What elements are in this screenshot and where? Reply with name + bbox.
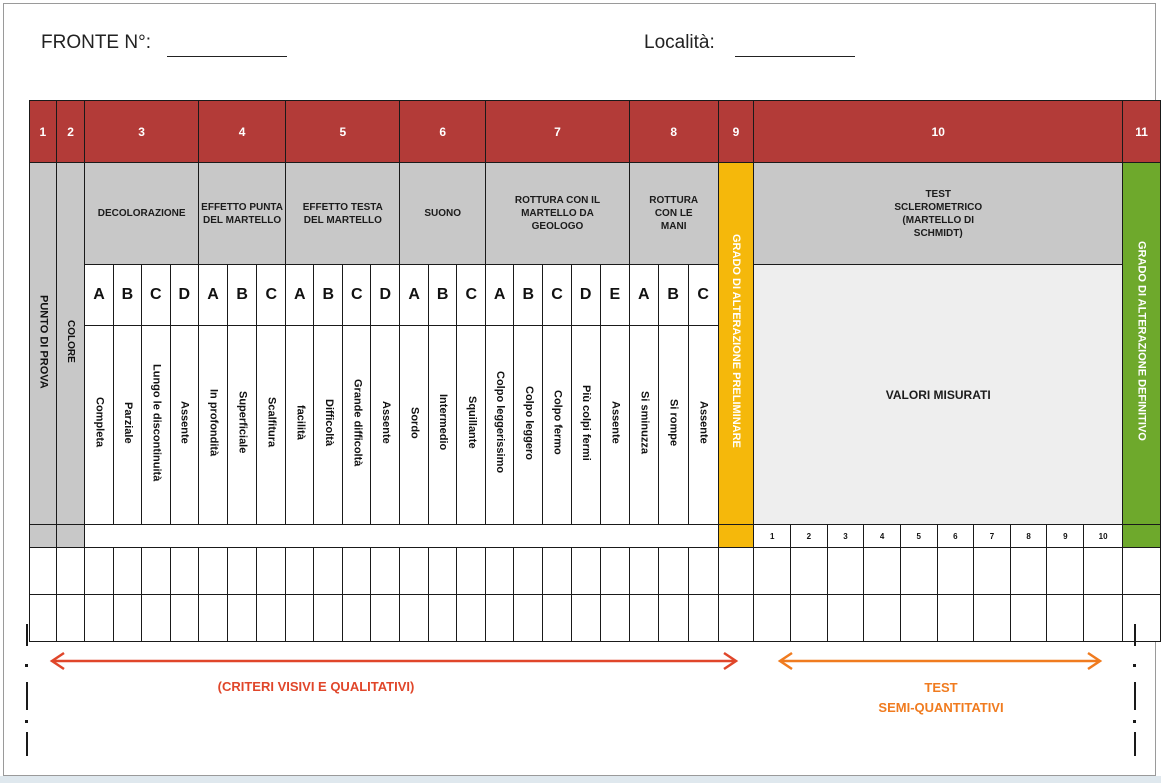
c7-letter-a: A [486,265,514,326]
c7-item-piu-colpi-fermi: Più colpi fermi [571,326,600,525]
reading-9: 9 [1047,525,1084,548]
alteration-form-table [29,100,1161,642]
reading-5: 5 [900,525,937,548]
c6-item-sordo: Sordo [400,326,429,525]
entry-cell[interactable] [571,548,600,595]
c5-letter-a: A [286,265,314,326]
entry-cell[interactable] [1010,548,1047,595]
c8-letter-c: C [688,265,718,326]
c4-item-scalfitura: Scalfitura [257,326,286,525]
c5-letter-d: D [371,265,400,326]
c7-item-colpo-leggero: Colpo leggero [514,326,543,525]
col2-number: 2 [56,101,85,163]
entry-cell[interactable] [457,548,486,595]
c4-letter-b: B [228,265,257,326]
entry-cell[interactable] [900,548,937,595]
legend-area [26,624,1136,756]
valori-misurati-label: VALORI MISURATI [754,265,1123,525]
rottura-martello-header: ROTTURA CON IL MARTELLO DA GEOLOGO [486,163,630,265]
col5-number: 5 [286,101,400,163]
localita-blank-field[interactable] [735,56,855,57]
window-bottom-edge [0,776,1161,783]
c11-filler [1123,525,1161,548]
entry-cell[interactable] [754,548,791,595]
entry-cell[interactable] [400,548,429,595]
qualitative-criteria-label: (CRITERI VISIVI E QUALITATIVI) [217,679,415,694]
entry-cell[interactable] [286,548,314,595]
c8-item-si-sminuzza: Si sminuzza [629,326,658,525]
entry-row-1 [30,548,1161,595]
c3-letter-c: C [142,265,170,326]
c1-filler [30,525,57,548]
c8-letter-b: B [658,265,688,326]
c7-letter-b: B [514,265,543,326]
c8-item-assente: Assente [688,326,718,525]
col9-number: 9 [718,101,754,163]
c6-item-squillante: Squillante [457,326,486,525]
entry-cell[interactable] [85,548,113,595]
semi-quantitative-line1: TEST [924,680,958,695]
grado-preliminare-header: GRADO DI ALTERAZIONE PRELIMINARE [718,163,754,525]
col7-number: 7 [486,101,630,163]
c3-item-assente: Assente [170,326,198,525]
col1-number: 1 [30,101,57,163]
entry-cell[interactable] [688,548,718,595]
entry-cell[interactable] [257,548,286,595]
rottura-mani-header: ROTTURA CON LE MANI [629,163,718,265]
c3-letter-b: B [113,265,141,326]
c8-letter-a: A [629,265,658,326]
reading-1: 1 [754,525,791,548]
criteria-filler [85,525,718,548]
entry-cell[interactable] [600,548,629,595]
entry-cell[interactable] [228,548,257,595]
c5-letter-b: B [314,265,343,326]
reading-8: 8 [1010,525,1047,548]
entry-cell[interactable] [1047,548,1084,595]
c7-item-assente: Assente [600,326,629,525]
c4-item-superficiale: Superficiale [228,326,257,525]
col10-number: 10 [754,101,1123,163]
c7-letter-d: D [571,265,600,326]
entry-cell[interactable] [486,548,514,595]
colore-header: COLORE [56,163,85,525]
qualitative-arrow [52,653,736,669]
localita-label: Località: [644,32,715,53]
semi-quantitative-line2: SEMI-QUANTITATIVI [878,700,1004,715]
c3-item-discontinuita: Lungo le discontinuità [142,326,170,525]
entry-cell[interactable] [428,548,457,595]
c5-item-facilita: facilità [286,326,314,525]
c3-item-completa: Completa [85,326,113,525]
entry-cell[interactable] [937,548,974,595]
entry-cell[interactable] [658,548,688,595]
punto-di-prova-header: PUNTO DI PROVA [30,163,57,525]
c3-letter-d: D [170,265,198,326]
entry-cell[interactable] [314,548,343,595]
col4-number: 4 [198,101,285,163]
c4-letter-a: A [198,265,227,326]
entry-cell[interactable] [30,548,57,595]
c7-letter-e: E [600,265,629,326]
reading-4: 4 [864,525,901,548]
c6-item-intermedio: Intermedio [428,326,457,525]
legend-dot [1133,720,1136,723]
entry-cell[interactable] [864,548,901,595]
reading-3: 3 [827,525,864,548]
reading-2: 2 [790,525,827,548]
entry-cell[interactable] [1084,548,1123,595]
legend-right-edge [1134,732,1136,756]
entry-cell[interactable] [718,548,754,595]
c9-filler [718,525,754,548]
c3-letter-a: A [85,265,113,326]
c7-letter-c: C [543,265,571,326]
legend-dot [25,720,28,723]
entry-cell[interactable] [543,548,571,595]
fronte-label: FRONTE N°: [41,32,151,53]
entry-cell[interactable] [343,548,371,595]
entry-cell[interactable] [56,548,85,595]
reading-7: 7 [974,525,1011,548]
c2-filler [56,525,85,548]
col3-number: 3 [85,101,199,163]
c5-item-grande-difficolta: Grande difficoltà [343,326,371,525]
entry-cell[interactable] [142,548,170,595]
legend-left-edge [26,732,28,756]
entry-cell[interactable] [170,548,198,595]
entry-cell[interactable] [371,548,400,595]
c5-letter-c: C [343,265,371,326]
entry-cell[interactable] [629,548,658,595]
reading-10: 10 [1084,525,1123,548]
entry-cell[interactable] [827,548,864,595]
c7-item-colpo-fermo: Colpo fermo [543,326,571,525]
semi-quantitative-arrow [780,653,1100,669]
effetto-punta-header: EFFETTO PUNTA DEL MARTELLO [198,163,285,265]
decolorazione-header: DECOLORAZIONE [85,163,199,265]
col11-number: 11 [1123,101,1161,163]
entry-cell[interactable] [790,548,827,595]
entry-cell[interactable] [974,548,1011,595]
test-sclerometrico-header: TEST SCLEROMETRICO (MARTELLO DI SCHMIDT) [754,163,1123,265]
c7-item-colpo-leggerissimo: Colpo leggerissimo [486,326,514,525]
legend-right-edge [1134,624,1136,646]
grado-definitivo-header: GRADO DI ALTERAZIONE DEFINITIVO [1123,163,1161,525]
c5-item-assente: Assente [371,326,400,525]
entry-cell[interactable] [514,548,543,595]
entry-cell[interactable] [113,548,141,595]
c4-item-profondita: In profondità [198,326,227,525]
c5-item-difficolta: Difficoltà [314,326,343,525]
c6-letter-b: B [428,265,457,326]
c4-letter-c: C [257,265,286,326]
legend-left-edge [26,624,28,646]
fronte-blank-field[interactable] [167,56,287,57]
c3-item-parziale: Parziale [113,326,141,525]
col6-number: 6 [400,101,486,163]
c6-letter-a: A [400,265,429,326]
reading-6: 6 [937,525,974,548]
semi-quantitative-label [841,678,1041,718]
effetto-testa-header: EFFETTO TESTA DEL MARTELLO [286,163,400,265]
entry-cell[interactable] [1123,548,1161,595]
col8-number: 8 [629,101,718,163]
entry-cell[interactable] [198,548,227,595]
c8-item-si-rompe: Si rompe [658,326,688,525]
suono-header: SUONO [400,163,486,265]
c6-letter-c: C [457,265,486,326]
